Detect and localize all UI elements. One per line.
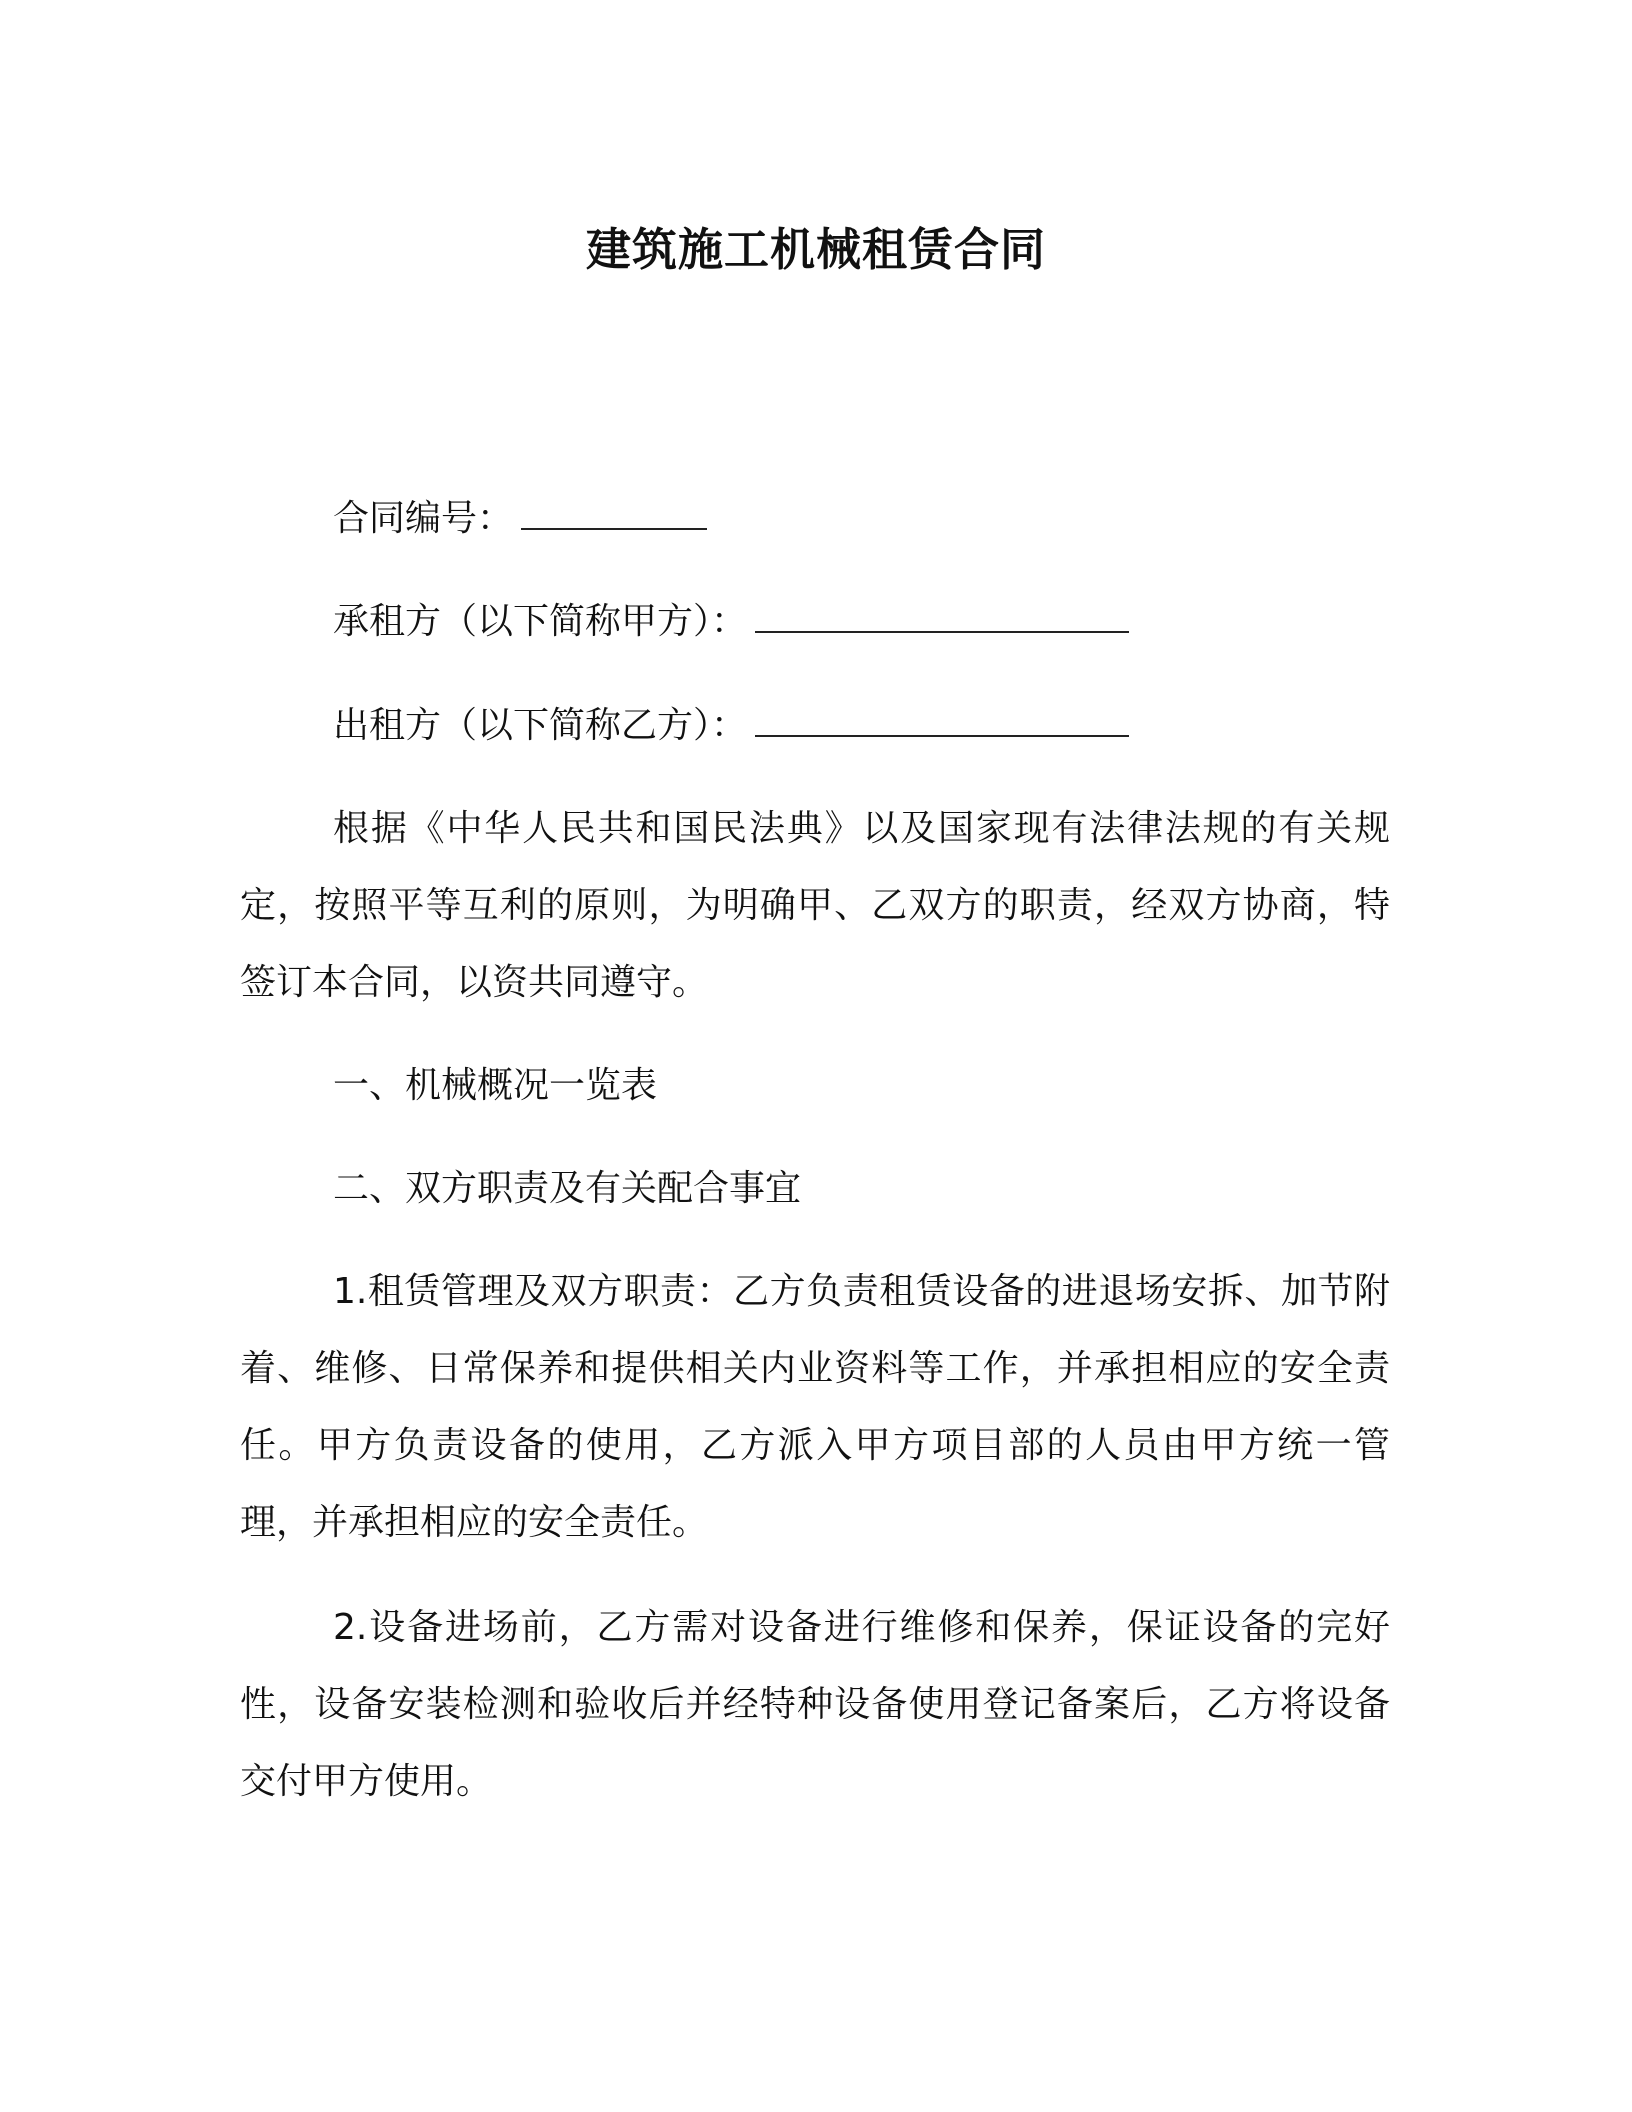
document-title: 建筑施工机械租赁合同 — [585, 223, 1046, 276]
lessor-label: 出租方（以下简称乙方）： — [333, 705, 748, 746]
contract-number-blank — [521, 498, 707, 530]
lessee-label: 承租方（以下简称甲方）： — [333, 601, 748, 642]
contract-number-field — [333, 497, 707, 541]
lessee-field — [333, 600, 1129, 644]
lessor-blank — [755, 705, 1129, 737]
lessor-field — [333, 704, 1129, 748]
lessee-blank — [755, 601, 1129, 633]
section-heading-1: 一、机械概况一览表 — [333, 1065, 658, 1106]
clause-2-paragraph: 2.设备进场前，乙方需对设备进行维修和保养，保证设备的完好性，设备安装检测和验收后并经特种设备使用登记备案后，乙方将设备交付甲方使用。 — [240, 1607, 1390, 1802]
intro-paragraph: 根据《中华人民共和国民法典》以及国家现有法律法规的有关规定，按照平等互利的原则，为明确甲、乙双方的职责，经双方协商，特签订本合同，以资共同遵守。 — [240, 808, 1390, 1003]
section-heading-2: 二、双方职责及有关配合事宜 — [333, 1168, 802, 1209]
contract-number-label: 合同编号： — [333, 498, 514, 539]
clause-1-paragraph: 1.租赁管理及双方职责：乙方负责租赁设备的进退场安拆、加节附着、维修、日常保养和提供相关内业资料等工作，并承担相应的安全责任。甲方负责设备的使用，乙方派入甲方项目部的人员由甲方统一管理，并承担相应的安全责任。 — [240, 1271, 1390, 1543]
